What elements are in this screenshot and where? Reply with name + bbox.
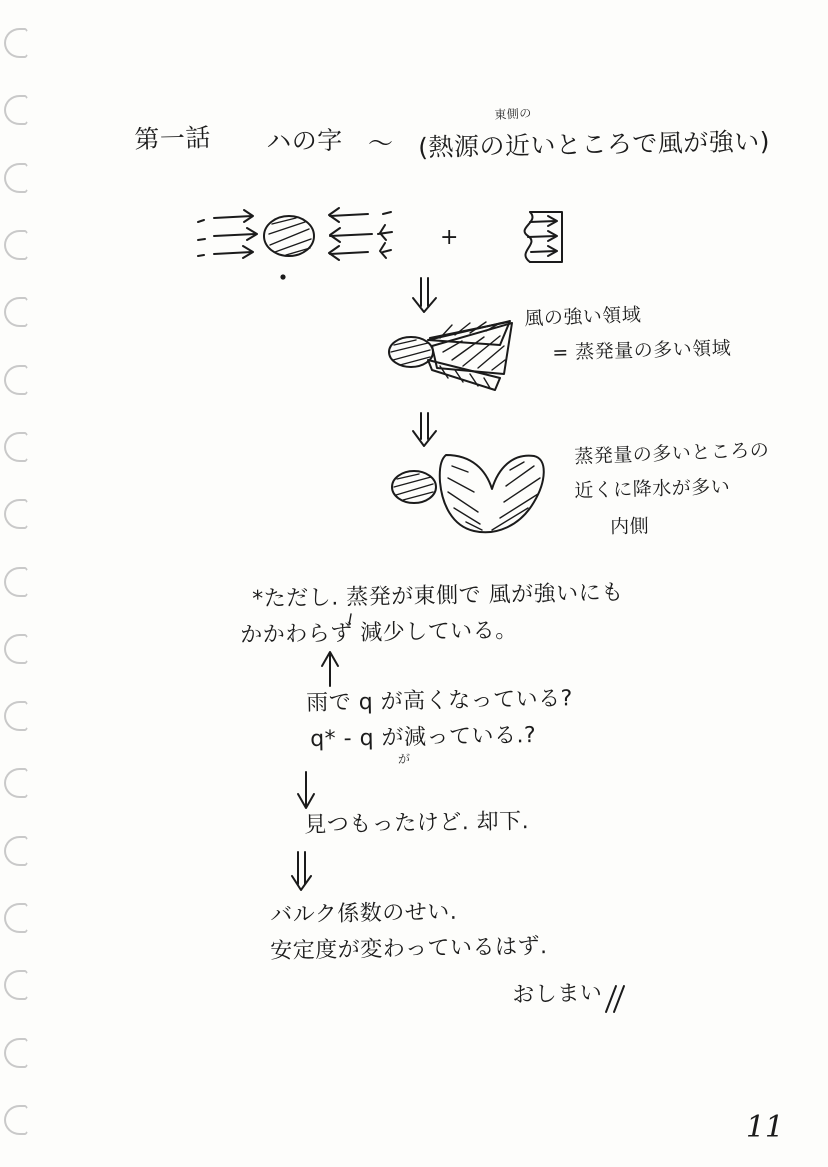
spiral-hole [4, 903, 30, 933]
title-tilde: 〜 [368, 129, 394, 158]
spiral-hole [4, 701, 30, 731]
precip-label-line3: 内側 [610, 515, 650, 538]
precip-label-line1: 蒸発量の多いところの [574, 439, 770, 468]
page-number: 11 [745, 1110, 784, 1145]
spiral-hole [4, 1038, 30, 1068]
title-topic: ハの字 [266, 125, 344, 156]
caveat-line2: かかわらず 減少している。 [240, 618, 518, 648]
caveat-line1: *ただし. 蒸発が東側で 風が強いにも [252, 580, 624, 612]
conclusion-line1: バルク係数のせい. [270, 899, 458, 928]
question-line2-annotation: が [398, 752, 411, 766]
spiral-hole [4, 567, 30, 597]
conclusion-line2: 安定度が変わっているはず. [270, 934, 548, 964]
spiral-hole [4, 768, 30, 798]
wind-region-label-line2: = 蒸発量の多い領域 [552, 337, 732, 364]
spiral-binding [0, 0, 46, 1167]
spiral-hole [4, 970, 30, 1000]
wind-region-label-line1: 風の強い領域 [524, 303, 642, 330]
title-superscript: 東側の [494, 106, 533, 122]
title-paren: (熱源の近いところで風が強い) [418, 126, 771, 162]
spiral-hole [4, 230, 30, 260]
result-line: 見つもったけど. 却下. [304, 809, 530, 838]
spiral-hole [4, 432, 30, 462]
diagram-plus-sign: + [440, 225, 459, 250]
spiral-hole [4, 95, 30, 125]
title-chapter: 第一話 [134, 122, 212, 154]
spiral-hole [4, 634, 30, 664]
spiral-hole [4, 836, 30, 866]
closing-note: おしまい [512, 980, 603, 1008]
precip-label-line2: 近くに降水が多い [574, 475, 731, 502]
question-line1: 雨で q が高くなっている? [306, 686, 574, 716]
spiral-hole [4, 1105, 30, 1135]
spiral-hole [4, 499, 30, 529]
question-line2: q* - q が減っている.? [310, 723, 537, 752]
spiral-hole [4, 365, 30, 395]
spiral-hole [4, 297, 30, 327]
spiral-hole [4, 163, 30, 193]
spiral-hole [4, 28, 30, 58]
